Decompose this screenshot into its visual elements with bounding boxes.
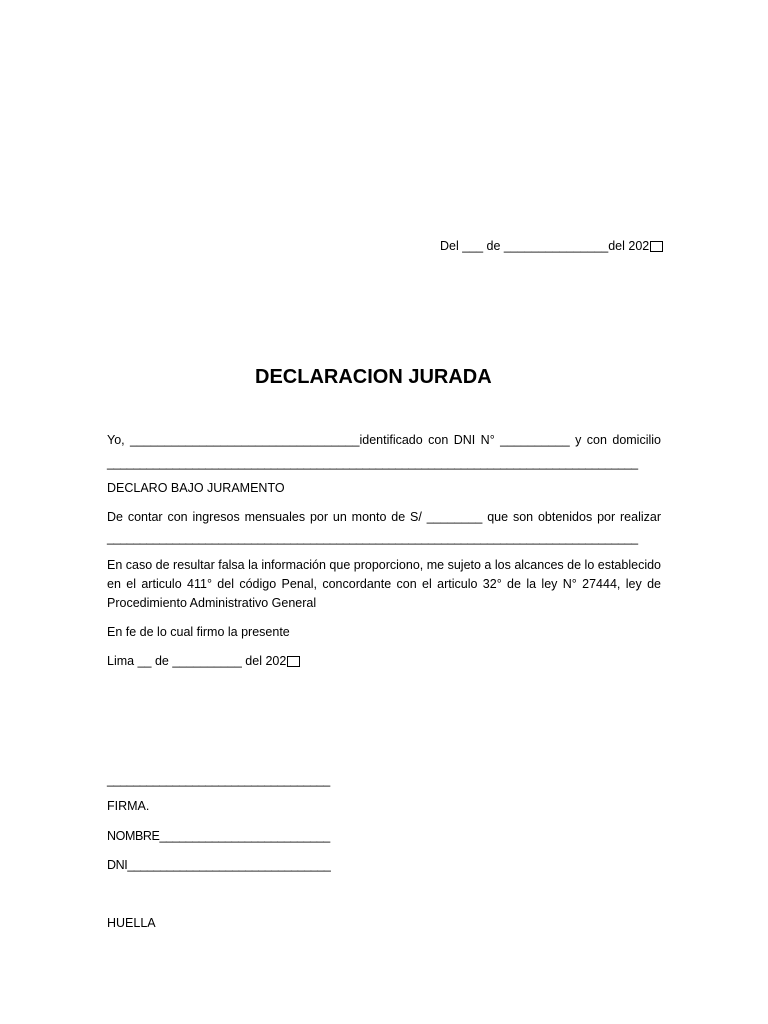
checkbox-placeholder-icon	[650, 241, 663, 252]
date-line	[440, 238, 663, 254]
date-line-text: Del ___ de _______________del 202	[440, 239, 650, 253]
checkbox-placeholder-icon	[287, 656, 300, 667]
declaro-heading: DECLARO BAJO JURAMENTO	[107, 481, 285, 495]
document-title: DECLARACION JURADA	[255, 366, 492, 388]
fe-line: En fe de lo cual firmo la presente	[107, 625, 290, 639]
falsedad-line-2: en el articulo 411° del código Penal, concordante con el articulo 32° de la ley N° 27444, ley de	[107, 577, 661, 591]
dni-field: DNI_______________________________	[107, 858, 331, 872]
lima-line-text: Lima __ de __________ del 202	[107, 654, 287, 668]
firma-label: FIRMA.	[107, 799, 150, 813]
falsedad-line-1: En caso de resultar falsa la información que proporciono, me sujeto a los alcances de lo establecido	[107, 558, 661, 572]
domicilio-blank-line: _________________________________________________________________________________	[107, 456, 638, 470]
ingresos-blank-line: _________________________________________________________________________________	[107, 531, 638, 545]
lima-line	[107, 653, 300, 669]
yo-line: Yo, _________________________________identificado con DNI N° __________ y con domicilio	[107, 433, 661, 447]
nombre-field: NOMBRE__________________________	[107, 829, 330, 843]
falsedad-line-3: Procedimiento Administrativo General	[107, 596, 317, 610]
huella-label: HUELLA	[107, 916, 156, 930]
signature-line: __________________________________	[107, 773, 330, 787]
ingresos-line: De contar con ingresos mensuales por un monto de S/ ________ que son obtenidos por realizar	[107, 510, 661, 524]
